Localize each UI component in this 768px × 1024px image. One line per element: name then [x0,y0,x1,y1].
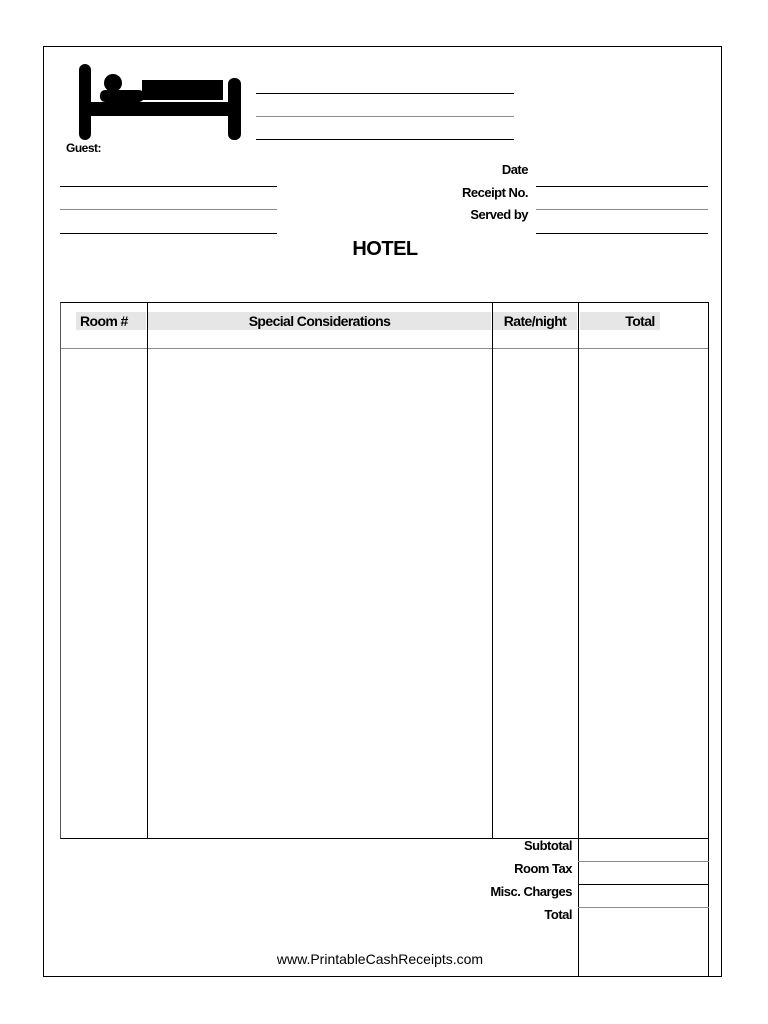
column-header-rate: Rate/night [503,313,567,329]
guest-line-2[interactable] [60,209,277,210]
column-divider-3 [578,302,579,839]
misc-charges-label: Misc. Charges [490,884,572,899]
page-title: HOTEL [352,238,418,260]
items-table [60,302,709,839]
guest-line-1[interactable] [60,186,277,187]
date-label: Date [501,162,528,177]
room-tax-label: Room Tax [514,861,572,876]
hotel-name-line-2[interactable] [256,116,514,117]
room-tax-line[interactable] [578,884,709,885]
column-divider-2 [492,302,493,839]
misc-charges-line[interactable] [578,907,709,908]
receipt-no-label: Receipt No. [461,185,528,200]
total-label: Total [544,907,572,922]
hotel-name-line-3[interactable] [256,139,514,140]
served-by-label: Served by [470,207,528,222]
served-by-line[interactable] [536,233,708,234]
column-header-room: Room # [80,313,128,329]
subtotal-label: Subtotal [524,838,572,853]
bed-icon [78,60,244,142]
receipt-no-line[interactable] [536,209,708,210]
column-divider-1 [147,302,148,839]
footer-website: www.PrintableCashReceipts.com [276,951,484,967]
subtotal-line[interactable] [578,861,709,862]
column-header-total: Total [625,313,655,329]
date-line[interactable] [536,186,708,187]
header-divider [61,348,708,349]
column-header-special: Special Considerations [248,313,391,329]
hotel-name-line-1[interactable] [256,93,514,94]
guest-line-3[interactable] [60,233,277,234]
guest-label: Guest: [66,141,102,155]
